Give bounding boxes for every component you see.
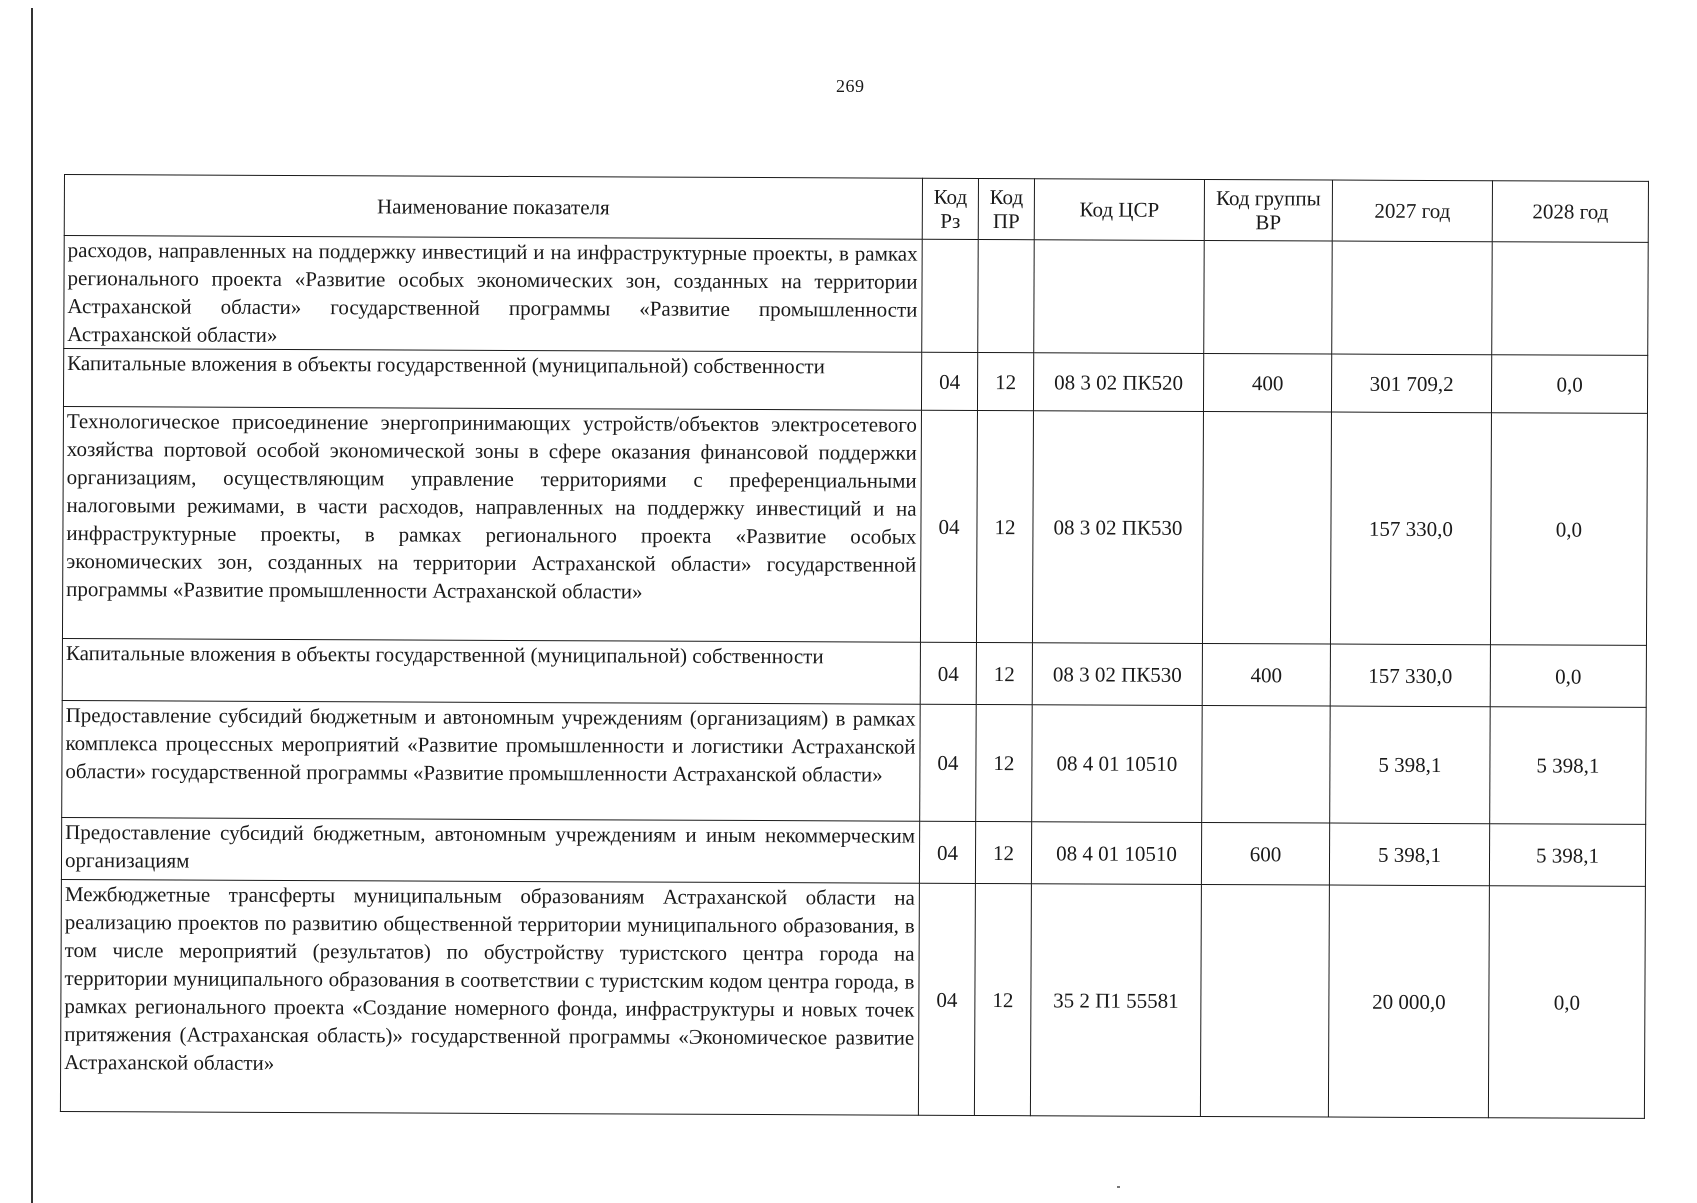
header-name: Наименование показателя — [64, 175, 922, 240]
row-year-2028 — [1492, 242, 1648, 356]
row-csr: 08 3 02 ПК530 — [1032, 643, 1202, 706]
row-year-2028: 0,0 — [1491, 355, 1647, 414]
row-year-2027: 5 398,1 — [1330, 706, 1491, 824]
row-name: Технологическое присоединение энергопринимающих устройств/объектов электросетевого хозяйства портовой особой экономической зоны в сфере оказания финансовой поддержки организациям, осуществляющим управление территориями с преференциальными налоговыми режимами, в части расходов, направленных на поддержку инвестиций и на инфраструктурные проекты, в рамках регионального проекта «Развитие особых экономических зон, созданных на территории Астраханской области» государственной программы «Развитие промышленности Астраханской области» — [62, 406, 921, 642]
row-year-2028: 5 398,1 — [1489, 824, 1645, 887]
row-csr: 35 2 П1 55581 — [1030, 884, 1201, 1117]
row-pr: 12 — [976, 642, 1032, 704]
row-vr — [1202, 705, 1331, 823]
row-year-2027 — [1332, 241, 1492, 355]
row-pr: 12 — [976, 410, 1033, 642]
row-csr: 08 4 01 10510 — [1031, 822, 1201, 885]
table-row — [62, 638, 1646, 707]
row-year-2027: 301 709,2 — [1331, 354, 1491, 413]
table-row — [60, 879, 1645, 1118]
row-rz: 04 — [919, 821, 975, 883]
row-rz: 04 — [918, 883, 975, 1115]
row-rz: 04 — [920, 642, 976, 704]
row-rz: 04 — [920, 704, 977, 821]
row-year-2027: 157 330,0 — [1330, 644, 1490, 707]
row-name: расходов, направленных на поддержку инвестиций и на инфраструктурные проекты, в рамках регионального проекта «Развитие особых экономических зон, созданных на территории Астраханской области» государственной программы «Развитие промышленности Астраханской области» — [64, 236, 922, 353]
header-pr: Код ПР — [978, 178, 1034, 239]
row-pr: 12 — [976, 704, 1033, 821]
table-row — [63, 349, 1647, 414]
page-number: 269 — [836, 76, 865, 96]
row-rz — [922, 239, 978, 352]
scan-speck — [1117, 1186, 1120, 1188]
row-rz: 04 — [920, 410, 977, 642]
row-name: Предоставление субсидий бюджетным и автономным учреждениям (организациям) в рамках комплекса процессных мероприятий «Развитие промышленности и логистики Астраханской области» государственной программы «Развитие промышленности Астраханской области» — [62, 700, 921, 821]
row-csr: 08 4 01 10510 — [1032, 705, 1203, 823]
header-year-2028: 2028 год — [1492, 181, 1648, 243]
row-year-2028: 0,0 — [1488, 886, 1645, 1119]
row-vr — [1202, 411, 1331, 644]
row-csr — [1034, 240, 1204, 354]
table-row — [61, 817, 1645, 886]
row-vr — [1204, 240, 1332, 354]
table-row — [64, 236, 1648, 356]
row-csr: 08 3 02 ПК520 — [1033, 353, 1203, 412]
row-year-2028: 0,0 — [1490, 645, 1646, 708]
row-vr — [1200, 884, 1329, 1117]
table-header-row — [64, 175, 1648, 243]
row-name: Капитальные вложения в объекты государственной (муниципальной) собственности — [63, 349, 921, 411]
row-pr: 12 — [974, 883, 1031, 1115]
row-pr — [978, 239, 1034, 352]
row-pr: 12 — [975, 821, 1031, 883]
table-row — [62, 700, 1646, 824]
row-vr: 400 — [1203, 353, 1331, 412]
header-csr: Код ЦСР — [1034, 179, 1204, 241]
budget-table — [60, 174, 1649, 1119]
row-csr: 08 3 02 ПК530 — [1032, 411, 1203, 644]
row-pr: 12 — [977, 352, 1033, 410]
row-name: Предоставление субсидий бюджетным, автономным учреждениям и иным некоммерческим организациям — [61, 817, 919, 883]
row-name: Межбюджетные трансферты муниципальным образованиям Астраханской области на реализацию проектов по развитию общественной территории муниципального образования, в том числе мероприятий (результатов) по обустройству туристского центра города на территории муниципального образования в соответствии с туристским кодом центра города, в рамках регионального проекта «Создание номерного фонда, инфраструктуры и новых точек притяжения (Астраханская область)» государственной программы «Экономическое развитие Астраханской области» — [60, 879, 919, 1115]
row-year-2027: 20 000,0 — [1328, 885, 1489, 1118]
row-year-2028: 5 398,1 — [1490, 707, 1647, 825]
row-name: Капитальные вложения в объекты государственной (муниципальной) собственности — [62, 638, 920, 704]
header-rz: Код Рз — [922, 178, 978, 239]
table-row — [62, 406, 1647, 645]
row-vr: 400 — [1202, 643, 1330, 706]
row-year-2027: 157 330,0 — [1330, 412, 1491, 645]
header-vr: Код группы ВР — [1204, 179, 1332, 241]
row-rz: 04 — [921, 352, 977, 410]
binding-margin-line — [31, 8, 33, 1203]
header-year-2027: 2027 год — [1332, 180, 1492, 242]
row-year-2028: 0,0 — [1490, 413, 1647, 646]
row-year-2027: 5 398,1 — [1329, 823, 1489, 886]
row-vr: 600 — [1201, 822, 1329, 885]
